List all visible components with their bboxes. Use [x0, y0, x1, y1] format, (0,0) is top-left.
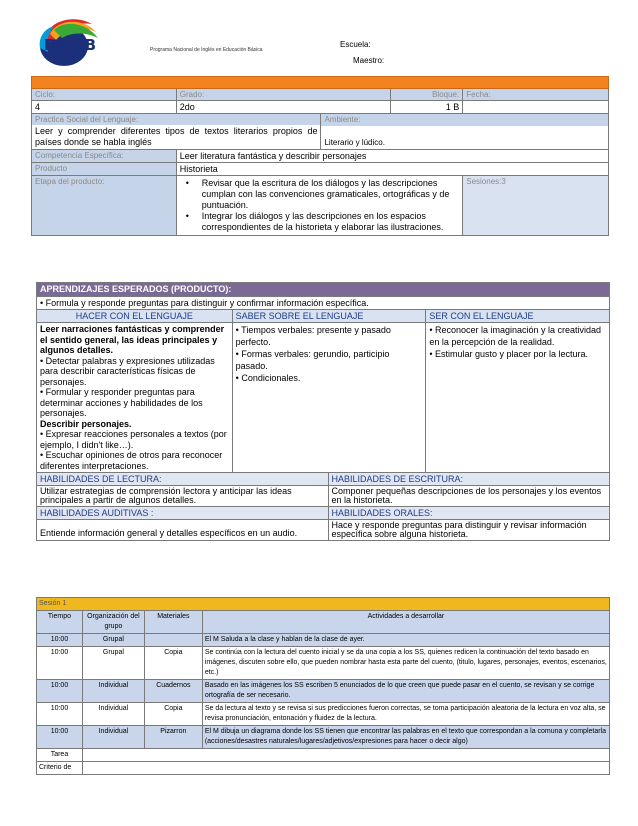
habilidades-head-row-2: [37, 507, 610, 520]
table-row: [37, 680, 610, 703]
aprendizajes-table: [36, 282, 610, 541]
tiempo-cell: 10:00: [37, 647, 83, 680]
hacer-content: [37, 323, 233, 473]
bloque-label: Bloque:: [391, 89, 463, 101]
aprendizajes-item: • Formula y responde preguntas para distinguir y confirmar información específica.: [37, 297, 610, 310]
lenguaje-headers-row: [37, 310, 610, 323]
criterio-value: [82, 762, 609, 775]
ciclo-header-row: [32, 89, 609, 101]
ambiente-label: Ambiente:: [321, 114, 608, 126]
table-row: [37, 634, 610, 647]
sesion-table: [36, 597, 610, 775]
lenguaje-content-row: [37, 323, 610, 473]
aprendizajes-title: APRENDIZAJES ESPERADOS (PRODUCTO):: [37, 283, 610, 297]
etapa-label: Etapa del producto:: [32, 176, 177, 236]
act-cell: Basado en las imágenes los SS escriben 5 enunciados de lo que creen que puede pasar en el cuento, se revisan y se corrige ortografía de ser necesario.: [202, 680, 609, 703]
hacer-line: • Detectar palabras y expresiones utilizadas para describir características físicas de personajes.: [40, 355, 215, 387]
habilidades-text-row-1: [37, 486, 610, 507]
escuela-label: Escuela:: [340, 40, 371, 49]
org-cell: Individual: [82, 680, 144, 703]
auditivas-header: HABILIDADES AUDITIVAS :: [37, 507, 329, 520]
hacer-line: Leer narraciones fantásticas y comprender el sentido general, las ideas principales y algunos detalles.: [40, 324, 225, 355]
tarea-label: Tarea: [37, 749, 83, 762]
etapa-row: [32, 176, 609, 236]
organizacion-header: Organización del grupo: [82, 611, 144, 634]
org-cell: Individual: [82, 703, 144, 726]
competencia-label: Competencia Específica:: [32, 150, 177, 163]
fecha-value: [463, 101, 609, 114]
lectura-header: HABILIDADES DE LECTURA:: [37, 473, 329, 486]
tarea-row: [37, 749, 610, 762]
practica-row: [32, 114, 609, 150]
mat-cell: [144, 634, 202, 647]
aprendizajes-title-row: [37, 283, 610, 297]
saber-line: • Condicionales.: [235, 373, 301, 383]
program-name: Programa Nacional de Inglés en Educación Básica: [150, 47, 263, 53]
ciclo-value: 4: [32, 101, 177, 114]
ambiente-value: Literario y lúdico.: [324, 138, 385, 147]
hacer-header: HACER CON EL LENGUAJE: [37, 310, 233, 323]
mat-cell: Cuadernos: [144, 680, 202, 703]
ser-content: [426, 323, 610, 473]
page-header: [0, 0, 638, 80]
producto-value: Historieta: [176, 163, 608, 176]
competencia-value: Leer literatura fantástica y describir personajes: [176, 150, 608, 163]
maestro-label: Maestro:: [353, 56, 385, 65]
table-row: [37, 726, 610, 749]
mat-cell: Copia: [144, 647, 202, 680]
escritura-header: HABILIDADES DE ESCRITURA:: [328, 473, 610, 486]
act-cell: Se da lectura al texto y se revisa si sus predicciones fueron correctas, se toma participación aleatoria de la lectura en voz alta, se revisa pronunciación, entonación y fluidez de la lectura.: [202, 703, 609, 726]
table-row: [37, 703, 610, 726]
ciclo-label: Ciclo:: [32, 89, 177, 101]
saber-header: SABER SOBRE EL LENGUAJE: [232, 310, 426, 323]
criterio-label: Criterio de: [37, 762, 83, 775]
info-table: [31, 76, 609, 236]
etapa-list: [180, 178, 459, 233]
tiempo-cell: 10:00: [37, 703, 83, 726]
hacer-line: Describir personajes.: [40, 418, 132, 429]
habilidades-text-row-2: [37, 520, 610, 541]
etapa-item: • Revisar que la escritura de los diálogos y las descripciones cumplan con las convenciones gramaticales, ortográficas y de puntuación.: [180, 178, 459, 211]
tiempo-cell: 10:00: [37, 680, 83, 703]
sesion-title: Sesión 1: [37, 598, 610, 611]
orales-text: Hace y responde preguntas para distinguir y revisar información específica sobre alguna historieta.: [328, 520, 610, 541]
practica-value: Leer y comprender diferentes tipos de textos literarios propios de países donde se habla inglés: [32, 125, 320, 149]
producto-label: Producto: [32, 163, 177, 176]
aprendizajes-item-row: [37, 297, 610, 310]
hacer-line: • Escuchar opiniones de otros para reconocer diferentes interpretaciones.: [40, 450, 223, 471]
saber-content: [232, 323, 426, 473]
saber-line: • Tiempos verbales: presente y pasado perfecto.: [235, 325, 391, 347]
org-cell: Individual: [82, 726, 144, 749]
logo-text: PNIEB: [44, 36, 97, 54]
habilidades-head-row-1: [37, 473, 610, 486]
practica-label: Practica Social del Lenguaje:: [32, 114, 320, 125]
org-cell: Grupal: [82, 634, 144, 647]
act-cell: El M Saluda a la clase y hablan de la clase de ayer.: [202, 634, 609, 647]
act-cell: El M dibuja un diagrama donde los SS tienen que encontrar las palabras en el texto que correspondan a la comuna y completarla (acciones/desastres naturales/lugares/adjetivos/expresiones para hacer o decir algo): [202, 726, 609, 749]
ser-line: • Estimular gusto y placer por la lectura.: [429, 349, 589, 359]
fecha-label: Fecha:: [463, 89, 609, 101]
criterio-row: [37, 762, 610, 775]
materiales-header: Materiales: [144, 611, 202, 634]
sesiones-label: Sesiones:3: [463, 176, 609, 236]
grado-label: Grado:: [176, 89, 391, 101]
bloque-value: 1 B: [391, 101, 463, 114]
act-cell: Se continúa con la lectura del cuento inicial y se da una copia a los SS, quienes redicen la continuación del texto basado en imágenes, discuten sobre ello, que pueden nombrar hasta esta parte del cuento, (titulo, lugares, personajes, eventos, escenarios, etc.): [202, 647, 609, 680]
ser-header: SER CON EL LENGUAJE: [426, 310, 610, 323]
sesion-header-row: [37, 611, 610, 634]
lectura-text: Utilizar estrategias de comprensión lectora y anticipar las ideas principales a partir de algunos detalles.: [37, 486, 329, 507]
actividades-header: Actividades a desarrollar: [202, 611, 609, 634]
auditivas-text: Entiende información general y detalles específicos en un audio.: [37, 520, 329, 541]
orales-header: HABILIDADES ORALES:: [328, 507, 610, 520]
competencia-row: [32, 150, 609, 163]
tiempo-cell: 10:00: [37, 726, 83, 749]
saber-line: • Formas verbales: gerundio, participio pasado.: [235, 349, 390, 371]
tarea-value: [82, 749, 609, 762]
sesion-title-row: [37, 598, 610, 611]
mat-cell: Copia: [144, 703, 202, 726]
ciclo-value-row: [32, 101, 609, 114]
hacer-line: • Formular y responder preguntas para determinar acciones y habilidades de los personajes.: [40, 387, 203, 418]
table-row: [37, 647, 610, 680]
hacer-line: • Expresar reacciones personales a textos (por ejemplo, I didn't like…).: [40, 429, 227, 450]
org-cell: Grupal: [82, 647, 144, 680]
grado-value: 2do: [176, 101, 391, 114]
producto-row: [32, 163, 609, 176]
orange-band: [32, 77, 609, 89]
escritura-text: Componer pequeñas descripciones de los personajes y los eventos en la historieta.: [328, 486, 610, 507]
mat-cell: Pizarron: [144, 726, 202, 749]
etapa-item: • Integrar los diálogos y las descripciones en los espacios correspondientes de la historieta y elaborar las ilustraciones.: [180, 211, 459, 233]
ser-line: • Reconocer la imaginación y la creatividad en la percepción de la realidad.: [429, 325, 602, 347]
tiempo-cell: 10:00: [37, 634, 83, 647]
tiempo-header: Tiempo: [37, 611, 83, 634]
